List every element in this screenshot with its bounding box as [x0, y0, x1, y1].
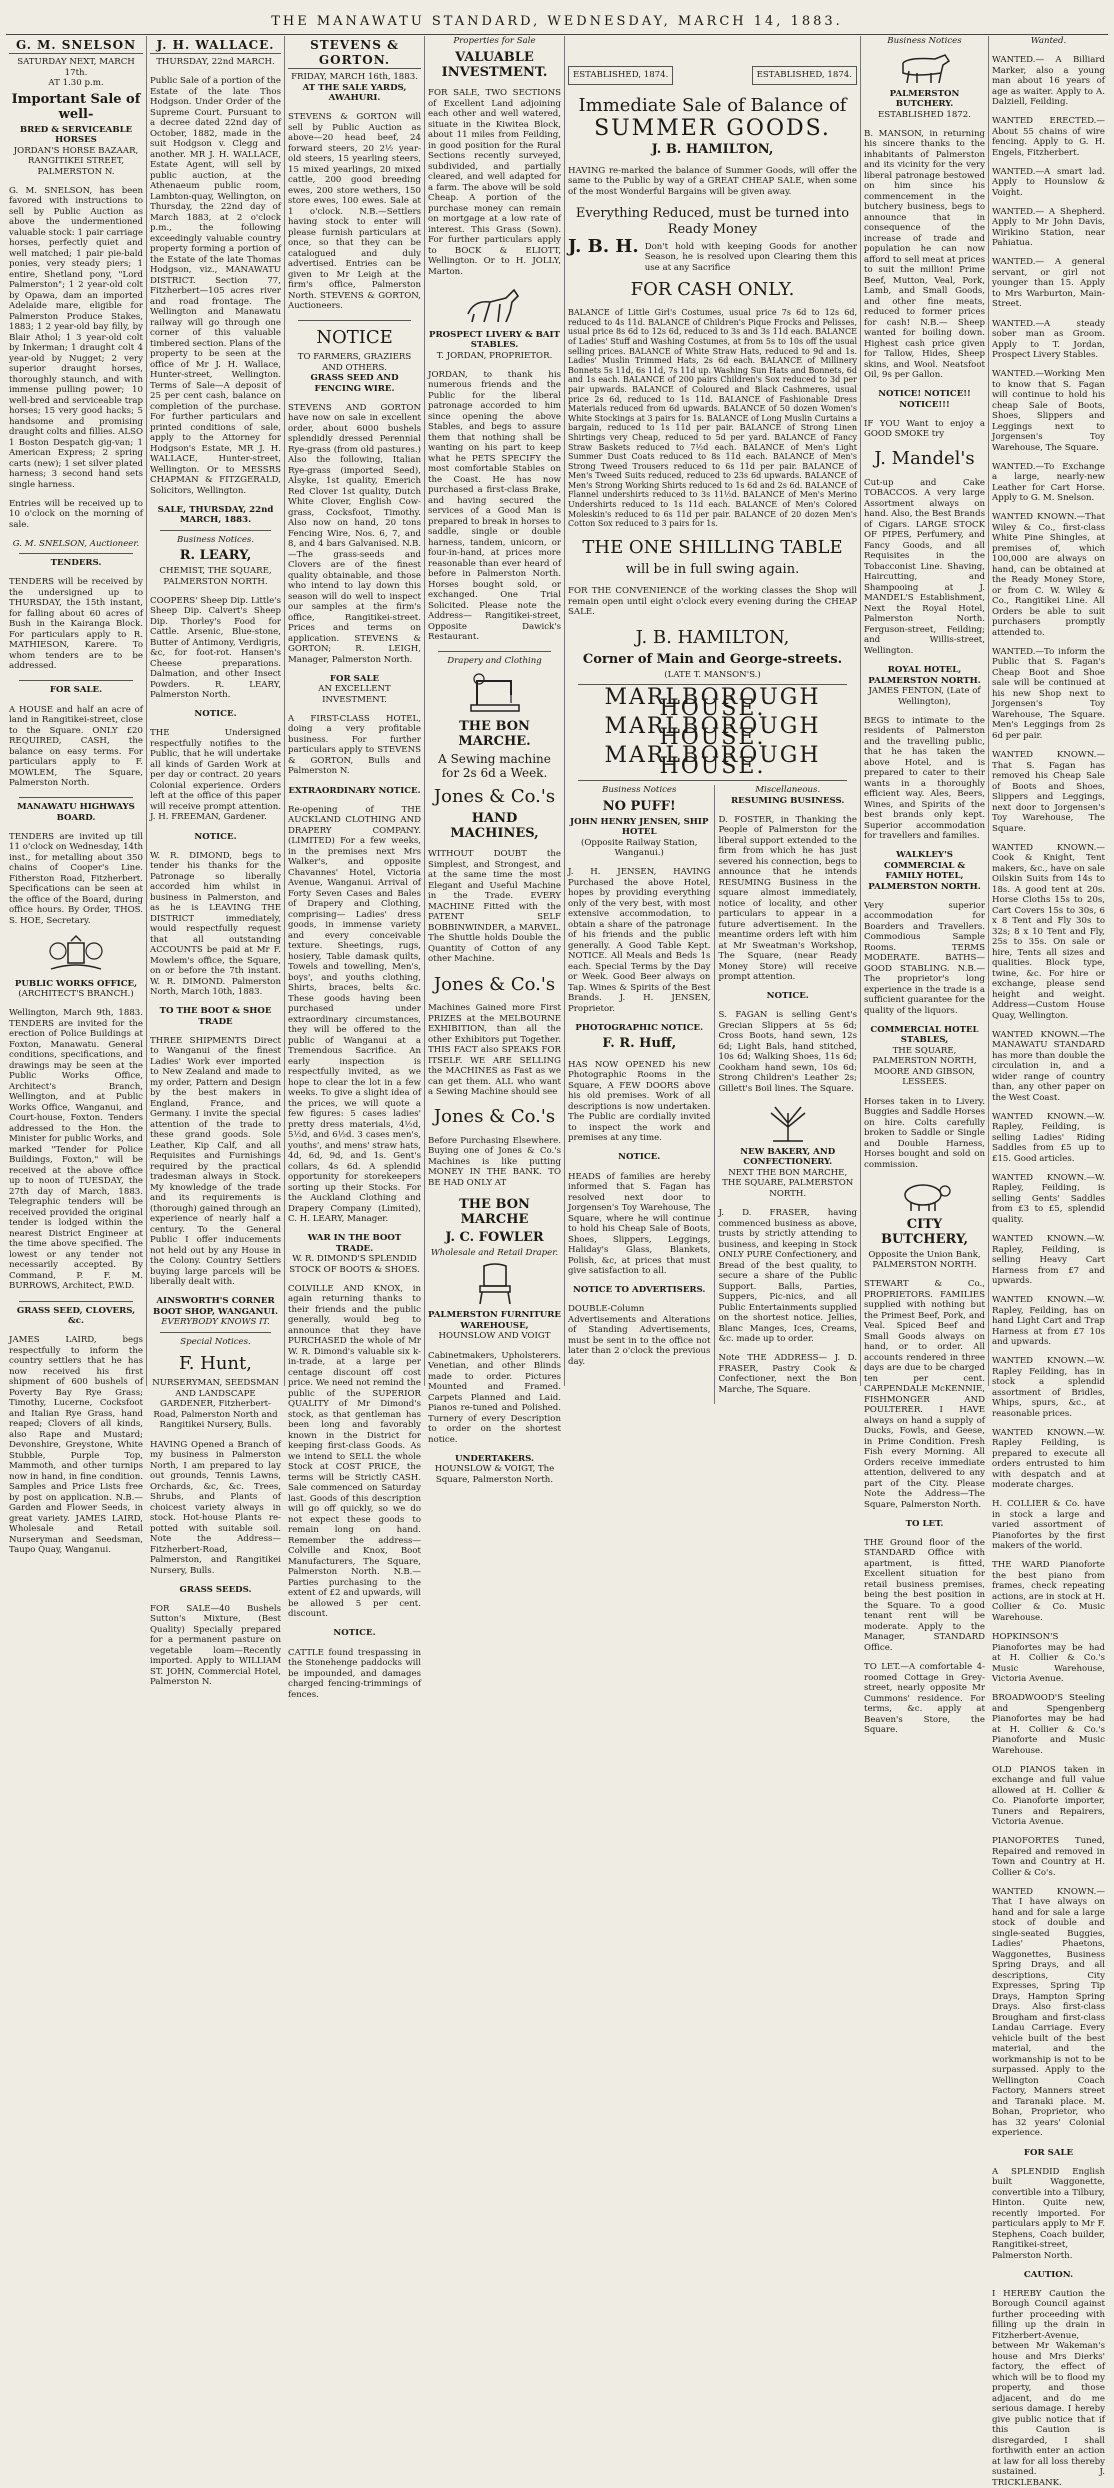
fraser-body: J. D. FRASER, having commenced business as above, trusts by strictly attending to business, and keeping in Stock ONLY PURE Confectionery, and Bread of the best quality, to secure a share of the Public Support. Balls, Parties, Suppers, Pic-nics, and all Public Entertainments supplied on the shortest notice. Jellies, Blanc Manges, Ices, Creams, &c. made up to order. [718, 1208, 857, 1344]
jones-2: Jones & Co.'s [433, 973, 556, 995]
fraser-address: Note THE ADDRESS— J. D. FRASER, Pastry Cook & Confectioner, next the Bon Marche, The Square. [718, 1353, 857, 1395]
wallace-saledate: SALE, THURSDAY, 22nd MARCH, 1883. [157, 504, 274, 526]
city-body: STEWART & Co., PROPRIETORS. FAMILIES supplied with nothing but the Primest Beef, Pork, and Veal. Spiced Beef and Small Goods always on hand, or to order. All accounts rendered in three days are due to be charged ten per cent. CARPENDALE McKENNIE, FISHMONGER AND POULTERER. I HAVE always on hand a supply of Ducks, Fowls, and Geese, in Prime Condition. Fresh Fish every Morning. All Orders receive immediate attention, delivered to any part of the City. Please Note the Address—The Square, Palmerston North. [864, 1279, 985, 1510]
resuming-head: RESUMING BUSINESS. [731, 795, 845, 806]
butchery-head: PALMERSTON BUTCHERY. [889, 88, 960, 109]
grass-sub: GRASS SEED AND FENCING WIRE. [310, 373, 399, 394]
jensen-head: JOHN HENRY JENSEN, SHIP HOTEL [570, 816, 709, 838]
grass-body: JAMES LAIRD, begs respectfully to inform the country settlers that he has now received his first shipment of 600 bushels of Poverty Bay Rye Grass; Timothy, Lucerne, Cocksfoot and Italian Rye Grass, hand reaped; Clovers of all kinds, also Rape and Mustard; Devonshire, Greystone, White Stubble, Purple Top, Mammoth, and other turnips now in hand, in fine condition. Samples and Price Lists free by post on application. N.B.—Garden and Flower Seeds, in great variety. JAMES LAIRD, Wholesale and Retail Nurseryman and Seedsman, Taupo Quay, Wanganui. [9, 1335, 143, 1556]
jones-3: Jones & Co.'s [433, 1106, 556, 1128]
chair-icon [470, 1262, 520, 1306]
cash-only: FOR CASH ONLY. [630, 279, 795, 301]
jones-1: Jones & Co.'s [433, 785, 556, 807]
wheatsheaf-icon [753, 1103, 823, 1143]
immediate-sale: Immediate Sale of Balance of [578, 94, 847, 116]
wanted-25: PIANOFORTES Tuned, Repaired and removed in Town and Country at H. Collier & Co's. [992, 1836, 1105, 1878]
fowler-name: J. C. FOWLER [445, 1229, 544, 1245]
wanted-22: HOPKINSON'S Pianofortes may be had at H. Collier & Co.'s Music Warehouse, Victoria Avenue. [992, 1632, 1105, 1685]
column-7 [988, 36, 1108, 2488]
stables-sub: THE SQUARE, PALMERSTON NORTH, [872, 1045, 977, 1067]
marlborough-1: MARLBOROUGH HOUSE. [604, 685, 821, 721]
fenton-body: BEGS to intimate to the residents of Palmerston and the travelling public, that he has taken the above Hotel, and is prepared to cater to their wants in a thoroughly efficient way. Ales, Beers, Wines, and Spirits of the best brands only kept. Superior accommodation for travellers and families. [864, 715, 985, 842]
tenders-head: TENDERS. [50, 558, 102, 569]
wanted-14: WANTED KNOWN.—W. Rapley, Feilding, is selling Ladies' Riding Saddles from £5 up to £15. Good articles. [992, 1111, 1105, 1164]
jones2-body: Machines Gained more First PRIZES at the MELBOURNE EXHIBITION, than all the other Exhibitors put Together. THIS FACT also SPEAKS FOR ITSELF. WE ARE SELLING the MACHINES as Fast as we can get them. ALL who want a Sewing Machine should see [428, 1003, 561, 1098]
without-body: WITHOUT DOUBT the Simplest, and Strongest, and at the same time the most Elegant and Useful Machine in the Trade. EVERY MACHINE Fitted with the PATENT SELF BOBBINWINDER, a MARVEL. The Shuttle holds Double the Quantity of Cotton of any other Machine. [428, 849, 561, 965]
notice2-body: W. R. DIMOND, begs to tender his thanks for the Patronage so liberally accorded him whilst in business in Palmerston, and as he is LEAVING THE DISTRICT immediately, would respectfully request that all outstanding ACCOUNTS be paid at Mr F. Mowlem's office, the Square, on or before the 7th instant. W. R. DIMOND. Palmerston North, March 10th, 1883. [150, 850, 281, 998]
wanted-12: WANTED KNOWN.—Cook & Knight, Tent makers, &c., have on sale Oilskin Suits from 14s to 18s. A good tent at 20s. Horse Cloths 15s to 20s, Cart Covers 15s to 30s, 6 x 8 Tent and Fly 30s to 32s; 8 x 10 Tent and Fly, 25s to 35s. On sale or hire, Tents all sizes and qualities. Block type, twine, &c. For hire or exchange, please send height and weight. Address—Custom House Quay, Wellington. [992, 842, 1105, 1021]
column-2 [146, 36, 284, 1688]
undertakers: UNDERTAKERS. [455, 1453, 534, 1464]
convenience: FOR THE CONVENIENCE of the working classes the Shop will remain open until eight o'clock every evening during the CHEAP SALE. [568, 586, 857, 618]
livery-owner: T. JORDAN, PROPRIETOR. [436, 350, 553, 361]
marlborough-3: MARLBOROUGH HOUSE. [604, 743, 821, 779]
jbh-row [568, 235, 857, 274]
notice3-head: NOTICE. [333, 1628, 376, 1639]
stables-head: COMMERCIAL HOTEL STABLES, [870, 1024, 979, 1046]
war-sub: W. R. DIMOND'S SPLENDID STOCK OF BOOTS & SHOES. [289, 1254, 420, 1275]
wanted-6: WANTED.—A steady sober man as Groom. Apply to T. Jordan, Prospect Livery Stables. [992, 318, 1105, 361]
est-right: ESTABLISHED, 1874. [752, 66, 857, 85]
bn-head-5: Business Notices [602, 785, 677, 796]
snelson-head: G. M. SNELSON [9, 38, 143, 54]
horse-icon [460, 286, 530, 326]
divider [19, 680, 133, 681]
established-row [568, 62, 857, 89]
column-5 [564, 36, 860, 1395]
stevens-place: AT THE SALE YARDS, AWAHURI. [302, 82, 407, 103]
wanted-20: H. COLLIER & Co. have in stock a large and varied assortment of Pianofortes by the first makers of the world. [992, 1499, 1105, 1552]
tolet-body: THE Ground floor of the STANDARD Office with apartment, is fitted, Excellent situation for retail business premises, being the best position in the Square. To a good tenant rent will be moderate. Apply to the Manager, STANDARD Office. [864, 1537, 985, 1653]
investment-body: FOR SALE, TWO SECTIONS of Excellent Land adjoining each other and well watered, situate in the Kiwitea Block, about 11 miles from Feilding, in good position for the Rural Sections recently surveyed, subdivided, and partially cleared, and well adapted for a farm. The above will be sold Cheap. A portion of the purchase money can remain on mortgage at a low rate of interest. This Grass (Sown). For further particulars apply to BOCK & ELIOTT, Wellington. Or to H. JOLLY, Marton. [428, 88, 561, 277]
cow-icon [895, 51, 955, 85]
wanted-11: WANTED KNOWN.— That S. Fagan has removed his Cheap Sale of Boots and Shoes, Slippers and Leggings, next door to Jorgensen's Toy Warehouse, The Square. [992, 750, 1105, 834]
leary-sub: CHEMIST, THE SQUARE, PALMERSTON NORTH. [159, 566, 272, 587]
snelson-entries: Entries will be received up to 10 o'clock on the morning of sale. [9, 498, 143, 530]
hamilton-2: J. B. HAMILTON, [635, 626, 790, 648]
corner-main: Corner of Main and George-streets. [582, 651, 843, 667]
wanted-3: WANTED.—A smart lad. Apply to Hounslow & Voight. [992, 166, 1105, 198]
wallace-date: THURSDAY, 22nd MARCH. [156, 57, 275, 67]
notice-triple: NOTICE! NOTICE!! NOTICE!!! [878, 389, 971, 410]
wanted-head: Wanted. [1030, 36, 1067, 46]
wanted-4: WANTED.— A Shepherd. Apply to Mr John Davis, Wirikino Station, near Pahiatua. [992, 206, 1105, 249]
wanted-15: WANTED KNOWN.—W. Rapley, Feilding, is selling Gents' Saddles from £3 to £5, splendid quality. [992, 1172, 1105, 1225]
snelson-place: JORDAN'S HORSE BAZAAR, RANGITIKEI STREET, PALMERSTON N. [13, 145, 139, 177]
snelson-auctioneer: G. M. SNELSON, Auctioneer. [12, 538, 140, 549]
late-manson: (LATE T. MANSON'S.) [664, 669, 761, 680]
est-left: ESTABLISHED, 1874. [568, 66, 673, 85]
pw-body: Wellington, March 9th, 1883. TENDERS are invited for the erection of Police Buildings at Foxton, Manawatu. General conditions, specifications, and drawings may be seen at the Public Works Office, Architect's Branch, Wellington, and at Public Works Office, Wanganui, and Court-house, Foxton. Tenders addressed to the Hon. the Minister for public Works, and marked "Tender for Police Buildings, Foxton," will be received at the above office up to noon of TUESDAY, the 27th day of March, 1883. Telegraphic tenders will be received provided the original tender is lodged within the nearest District Engineer at the time above specified. The lowest or any tender not necessarily accepted. By Command, P. F. M. BURROWS, Architect, P.W.D. [9, 1008, 143, 1292]
furniture-sub: HOUNSLOW AND VOIGT [438, 1331, 551, 1342]
extra-head: EXTRAORDINARY NOTICE. [288, 785, 421, 796]
tenders-body: TENDERS will be received by the undersigned up to THURSDAY, the 15th instant, for falling about 60 acres of Bush in the Kairanga Block. For particulars apply to R. MATHIESON, Karere. To whom tenders are to be addressed. [9, 577, 143, 672]
coat-of-arms-icon [41, 935, 111, 975]
grass-head: GRASS SEED, CLOVERS, &c. [16, 1305, 136, 1327]
investment-head: VALUABLE INVESTMENT. [441, 49, 548, 80]
jensen-sub: (Opposite Railway Station, Wanganui.) [580, 837, 698, 859]
divider [19, 1301, 133, 1302]
wanted-17: WANTED KNOWN.—W. Rapley, Feilding, has on hand Light Cart and Trap Harness at from £7 10s and upwards. [992, 1295, 1105, 1348]
leary-body: COOPERS' Sheep Dip. Little's Sheep Dip. Calvert's Sheep Dip. Thorley's Food for Cattle. Arsenic, Blue-stone, Butter of Antimony, Verdigris, &c, for foot-rot. Hansen's Cheese preparations. Dalmation, and other Insect Powders. R. LEARY, Palmerston North. [150, 595, 281, 701]
fenton-name: JAMES FENTON, (Late of Wellington), [868, 686, 981, 707]
full-swing: will be in full swing again. [625, 561, 800, 577]
notice2-head: NOTICE. [194, 831, 237, 842]
bakery-head: NEW BAKERY, AND CONFECTIONERY. [740, 1146, 836, 1168]
sewing-line: A Sewing machine for 2s 6d a Week. [438, 751, 551, 780]
jones3-body: Before Purchasing Elsewhere. Buying one of Jones & Co.'s Machines is like putting MONEY IN THE BANK. TO BE HAD ONLY AT [428, 1135, 561, 1188]
jbh-dont: Don't hold with keeping Goods for another Season, he is resolved upon Clearing them this use at any Sacrifice [644, 241, 857, 273]
stevens-date: FRIDAY, MARCH 16th, 1883. [291, 72, 418, 82]
bn-head-6: Business Notices [887, 36, 962, 46]
wanted-10: WANTED.—To inform the Public that S. Fagan's Cheap Boot and Shoe sale will be continued at his new Shop next to Jorgensen's Toy Warehouse, The Square. Men's Leggings from 2s 6d per pair. [992, 646, 1105, 741]
wanted-26: WANTED KNOWN.— That I have always on hand and for sale a large stock of double and single-seated Buggies, Ladies' Phaetons, Waggonettes, Business Spring Drays, and all descriptions, City Expresses, Spring Tip Drays, Hampton Spring Drays. Also first-class Brougham and first-class Landau Carriage. Every vehicle built of the best material, and the workmanship is not to be surpassed. Apply to the Wellington Coach Factory, Manners street and Taranaki place. M. Bohan, Proprietor, who has 32 years' Colonial experience. [992, 1886, 1105, 2139]
furniture-head: PALMERSTON FURNITURE WAREHOUSE, [428, 1310, 561, 1331]
photo-head: PHOTOGRAPHIC NOTICE. [575, 1022, 704, 1033]
hamilton-having: HAVING re-marked the balance of Summer Goods, will offer the same to the Public by way of a GREAT CHEAP SALE, when some of the most Wonderful Bargains will be given away. [568, 165, 857, 197]
masthead-rule [6, 34, 1108, 35]
divider [298, 320, 411, 321]
wanted-5: WANTED.— A general servant, or girl not younger than 15. Apply to Mrs Warburton, Main-Street. [992, 257, 1105, 310]
no-puff: NO PUFF! [602, 798, 676, 814]
stables-owner: MOORE AND GIBSON, LESSEES. [874, 1066, 975, 1088]
bon-marche-head: THE BON MARCHE. [458, 718, 531, 749]
everything-reduced: Everything Reduced, must be turned into Ready Money [575, 205, 850, 237]
snelson-headline: Important Sale of well- [11, 91, 141, 122]
snelson-time: AT 1.30 p.m. [48, 78, 104, 88]
bakery-next: NEXT THE BON MARCHE, THE SQUARE, PALMERSTON NORTH. [722, 1167, 854, 1199]
boot-head: TO THE BOOT & SHOE TRADE [159, 1006, 272, 1027]
column-4 [424, 36, 564, 1485]
wanted-13: WANTED KNOWN.—The MANAWATU STANDARD has more than double the circulation in, and a wider range of country than, any other paper on the West Coast. [992, 1029, 1105, 1103]
notice-head: NOTICE. [194, 709, 237, 720]
city-butchery: CITY BUTCHERY, [880, 1216, 969, 1247]
properties-head: Properties for Sale [453, 36, 536, 46]
fowler-sub: Wholesale and Retail Draper. [430, 1247, 559, 1258]
divider [19, 553, 133, 554]
wanted-9: WANTED KNOWN.—That Wiley & Co., first-class White Pine Shingles, at premises of, which 100,000 are always on hand, can be obtained at the Ready Money Store, or from C. W. Wiley & Co., Rangitikei Line. All Orders be able to suit purchasers promptly attended to. [992, 512, 1105, 638]
extra-body: Re-opening of THE AUCKLAND CLOTHING AND DRAPERY COMPANY. (LIMITED) For a few weeks, in the premises next Mrs Walker's, and opposite Chavannes' Hotel, Victoria Avenue, Wanganui. Arrival of Forty Seven Cases and Bales of Drapery and Clothing, comprising— Ladies' dress goods, in immense variety and every conceivable texture. Sheetings, rugs, hosiery, Table damask quilts, Towels and towelling, Men's, boys', and youths clothing, Shirts, braces, belts &c. These goods having been purchased under extraordinary circumstances, they will be offered to the public of Wanganui at a Tremendous Sacrifice. An early inspection is respectfully invited, as we hope to clear the lot in a few weeks. To give a slight idea of the prices, we will quote a few figures: 5 cases ladies' pretty dress materials, 4½d, 5½d, and 6½d. 3 cases men's, youths', and mens' straw hats, 4d, 6d, 9d, and 1s. Gent's collars, 4s 6d. A splendid opportunity for storekeepers sorting up their Stocks. For the Auckland Clothing and Drapery Company (Limited), C. H. LEARY, Manager. [288, 804, 421, 1225]
wanted-18: WANTED KNOWN.—W. Rapley Feilding, has in stock a splendid assortment of Bridles, Whips, spurs, &c., at reasonable prices. [992, 1356, 1105, 1419]
pw-sub: (ARCHITECT'S BRANCH.) [18, 989, 134, 1000]
grass-seeds-body: FOR SALE—40 Bushels Sutton's Mixture, (Best Quality) Specially prepared for a permanent pasture on vegetable loam—Recently imported. Apply to WILLIAM ST. JOHN, Commercial Hotel, Palmerston N. [150, 1603, 281, 1688]
lower-split [568, 785, 857, 1404]
tolet-head: TO LET. [905, 1518, 944, 1529]
livery-head: PROSPECT LIVERY & BAIT STABLES. [429, 329, 560, 351]
advertisers-body: DOUBLE-Column Advertisements and Alterations of Standing Advertisements, must be sent in to the office not later than 2 o'clock the previous day. [568, 1304, 711, 1367]
butchery-est: ESTABLISHED 1872. [878, 109, 971, 120]
grass-seeds-head: GRASS SEEDS. [179, 1584, 252, 1595]
boot-body: THREE SHIPMENTS Direct to Wanganui of the finest Ladies' Work ever imported to New Zealand and made to my order, Pattern and Design by the best makers in England, France, and Germany. I invite the special attention of the trade to these grand goods. Sole Leather, Kip Calf, and all Requisites and Furnishings required by the practical tradesman always in Stock. My knowledge of the trade and its requirements is (thorough) gained through an experience of nearly half a century. To the General Public I offer inducements not held out by any House in the Colony. Country Settlers buying large parcels will be liberally dealt with. [150, 1035, 281, 1288]
pw-head: PUBLIC WORKS OFFICE, [14, 978, 138, 989]
forsale-body: A FIRST-CLASS HOTEL, doing a very profitable business. For further particulars apply to STEVENS & GORTON, Bulls and Palmerston N. [288, 713, 421, 777]
stevens-head: STEVENS & GORTON. [288, 38, 421, 69]
shilling-table: THE ONE SHILLING TABLE [582, 536, 843, 558]
hunt-sub: NURSERYMAN, SEEDSMAN AND LANDSCAPE GARDENER, Fitzherbert-Road, Palmerston North and Rangitikei Nursery, Bulls. [152, 1378, 279, 1431]
divider [578, 780, 847, 781]
hand-machines: HAND MACHINES, [450, 810, 539, 841]
divider [160, 1332, 271, 1333]
manson-body: B. MANSON, in returning his sincere thanks to the inhabitants of Palmerston and its vicinity for the very liberal patronage bestowed on him since his commencement in the butchery business, begs to announce that in consequence of the increase of trade and population he can now afford to sell meat at prices to suit the million! Prime Beef, Mutton, Veal, Pork, Lamb, and Small Goods, and other fine meats, reduced to former prices for cash! N.B.— Sheep wanted for boiling down. Highest cash price given for Tallow, Hides, Sheep skins, and Wool. Neatsfoot Oil, 9s per Gallon. [864, 128, 985, 381]
royal-head: ROYAL HOTEL, PALMERSTON NORTH. [868, 665, 981, 686]
huff-body: HAS NOW OPENED his new Photographic Rooms in the Square, A FEW DOORS above his old premises. Work of all descriptions is now undertaken. The Public are cordially invited to inspect the work and premises at any time. [568, 1059, 711, 1144]
lower-left [568, 785, 710, 1404]
marlborough-2: MARLBOROUGH HOUSE. [604, 714, 821, 750]
divider [19, 797, 133, 798]
misc-head: Miscellaneous. [755, 785, 821, 796]
livery-body: JORDAN, to thank his numerous friends and the Public for the liberal patronage accorded to him since opening the above Stables, and begs to assure them that nothing shall be wanting on his part to keep what he PETS SPECIFY the most comfortable Stables on the Coast. He has now purchased a first-class Brake, and having secured the services of a Good Man is prepared to break in horses to saddle, single or double harness, tandem, unicorn, or four-in-hand, at prices more reasonable than ever heard of before in Palmerston North. Horses bought sold, or exchanged. One Trial Solicited. Please note the Address— Rangitikei-street, Opposite Dawick's Restaurant. [428, 369, 561, 643]
column-6 [860, 36, 988, 1735]
huff-name: F. R. Huff, [602, 1036, 677, 1052]
tolet2-body: TO LET.—A comfortable 4-roomed Cottage in Grey-street, nearly opposite Mr Cummons' residence. For terms, &c. apply at Beaven's Store, the Square. [864, 1662, 985, 1735]
wanted-1: WANTED.— A Billiard Marker, also a young man about 16 years of age as waiter. Apply to A. Dalziell, Feilding. [992, 55, 1105, 108]
foster-body: D. FOSTER, in Thanking the People of Palmerston for the liberal support extended to the firm from which he has just severed his connection, begs to announce that he intends RESUMING Business in the square almost immediately, notice of locality, and other particulars to appear in a future advertisement. In the meantime orders left with him at Mr Sweatman's Workshop, The Square, (near Ready Money Store) will receive prompt attention. [718, 814, 857, 983]
ainsworth-name: AINSWORTH'S CORNER BOOT SHOP, WANGANUI. [153, 1296, 278, 1317]
notice2-head-5: NOTICE. [766, 991, 809, 1002]
hamilton-name: J. B. HAMILTON, [651, 142, 774, 157]
forsale-head: FOR SALE [329, 673, 380, 684]
walkleys-head: WALKLEY'S COMMERCIAL & FAMILY HOTEL, PALMERSTON NORTH. [868, 850, 981, 892]
highways-body: TENDERS are invited up till 11 o'clock on Wednesday, 14th inst., for metalling about 350 chains of Cooper's Line. Fitherston Road, Fitzherbert. Specifications can be seen at the office of the Board, during office hours. By Order, THOS. S. HOE, Secretary. [9, 831, 143, 926]
bon-marche-2: THE BON MARCHE [459, 1196, 530, 1227]
sheep-icon [895, 1179, 955, 1213]
wanted-19: WANTED KNOWN.—W. Rapley Feilding, is prepared to execute all orders entrusted to him with despatch and at moderate charges. [992, 1427, 1105, 1491]
wanted-2: WANTED ERECTED.—About 55 chains of wire fencing. Apply to G. H. Engels, Fitzherbert. [992, 116, 1105, 158]
grass-body: STEVENS AND GORTON have now on sale in excellent order, about 6000 bushels splendidly dressed Perennial Rye-grass (from old pastures.) Also the following, Italian Rye-grass (imported Seed), Alsyke, 1st quality, Emerich Red Clover 1st quality, Dutch White Clover, English Cow-grass, Cocksfoot, Timothy. Also now on hand, 20 tons Fencing Wire, Nos. 6, 7, and 8, and 4 bars Galvanised. N.B.—The grass-seeds and Clovers are of the finest quality obtainable, and those who intend to lay down this season will do well to inspect our samples at the firm's office, Rangitikei-street. Prices and terms on application. STEVENS & GORTON; R. LEIGH, Manager, Palmerston North. [288, 402, 421, 665]
col7-forsale-body: A SPLENDID English built Waggonette, convertible into a Tilbury, Hinton. Quite new, recently imported. For particulars apply to Mr F. Stephens, Coach builder, Rangitikei-street, Palmerston North. [992, 2166, 1105, 2261]
caution-head: CAUTION. [1023, 2269, 1074, 2280]
drapery-head: Drapery and Clothing [447, 656, 542, 667]
war-body: COLVILLE AND KNOX, in again returning thanks to their friends and the public generally, would beg to announce that they have PURCHASED the whole of Mr W. R. Dimond's valuable six k-in-trade, at a large per centage discount off cost price. We need not remind the public of the SUPERIOR QUALITY of Mr Dimond's stock, as that gentleman has been long and favorably known in the District for keeping first-class Goods. As we intend to SELL the whole Stock at COST PRICE, the terms will be Strictly CASH. Sale commenced on Saturday last. Goods of this description will go off quickly, so we do not expect these goods to remain long on hand. Remember the address—Colville and Knox, Boot Manufacturers, The Square, Palmerston North. N.B.—Parties purchasing to the extent of £2 and upwards, will be allowed 5 per cent. discount. [288, 1283, 421, 1620]
furniture-body: Cabinetmakers, Upholsterers. Venetian, and other Blinds made to order. Pictures Mounted and Framed. Carpets Planned and Laid. Pianos re-tuned and Polished. Turnery of every Description to order on the shortest notice. [428, 1350, 561, 1445]
notice-title: NOTICE [316, 327, 393, 349]
lower-right [714, 785, 857, 1404]
mandel-body: Cut-up and Cake TOBACCOS. A very large Assortment always on hand. Also, the Best Brands of Cigars. LARGE STOCK OF PIPES, Perfumery, and Fancy Goods, and all Requisites in the Tobacconist Line. Shaving, Haircutting, and Shampooing at J. MANDEL'S Establishment, Next the Royal Hotel, Palmerston North. Ferguson-street, Feilding; and Willis-street, Wellington. [864, 477, 985, 656]
forsale-sub: AN EXCELLENT INVESTMENT. [318, 684, 391, 705]
snelson-date: SATURDAY NEXT, MARCH 17th. [17, 57, 135, 78]
sewing-machine-icon [465, 671, 525, 715]
notice-body: THE Undersigned respectfully notifies to the Public, that he will undertake all kinds of Garden Work at per day or contract. 20 years Colonial experience. Orders left at the office of this paper will receive prompt attention. J. H. FREEMAN, Gardener. [150, 728, 281, 823]
wanted-21: THE WARD Pianoforte the best piano from frames, check repeating actions, are in stock at H. Collier & Co. Music Warehouse. [992, 1560, 1105, 1623]
jbh-initials: J. B. H. [568, 235, 639, 257]
snelson-body: G. M. SNELSON, has been favored with instructions to sell by Public Auction as above the undermentioned valuable stock: 1 pair carriage horses, perfectly quiet and well matched; 1 pair pie-bald ponies, very steady piers; 1 entire, Shetland pony, "Lord Palmerston"; 1 2 year-old colt by Opawa, dam an imported Adelaide mare, eligible for Palmerston Produce Stakes, 1883; 1 2 year-old bay filly, by Blair Athol; 1 3 year-old colt by Inkerman; 1 draught colt 4 year-old by Nugget; 2 very superior draught horses, thoroughly staunch, and with immense pulling power; 10 well-bred and serviceable trap horses; 15 very good hacks; 5 handsome and promising draught colts and fillies. ALSO 1 Boston Despatch gig-van; 1 American Express; 2 spring carts (new); 1 set silver plated harness; 3 second hand sets single harness. [9, 185, 143, 490]
snelson-subhead: BRED & SERVICEABLE HORSES [19, 124, 133, 145]
mandel-name: J. Mandel's [874, 448, 975, 470]
divider [438, 651, 551, 652]
wanted-24: OLD PIANOS taken in exchange and full value allowed at H. Collier & Co. Pianoforte importer, Tuners and Repairers, Victoria Avenue. [992, 1764, 1105, 1828]
jensen-body: J. H. JENSEN, HAVING Purchased the above Hotel, hopes by providing everything only of the very best, with most extensive accommodation, to obtain a share of the patronage of his friends and the public generally. A Good Table Kept. NOTICE. All Meals and Beds 1s each. Special Terms by the Day or Week. Good Beer always on Tap. Wines & Spirits of the Best Brands. J. H. JENSEN, Proprietor. [568, 867, 711, 1014]
wanted-8: WANTED.—To Exchange a large, nearly-new Leather for Cart Horse. Apply to G. M. Snelson. [992, 461, 1105, 504]
city-sub: Opposite the Union Bank, PALMERSTON NORTH. [868, 1249, 981, 1271]
hunt-name: F. Hunt, [179, 1353, 252, 1375]
balances-list: BALANCE of Little Girl's Costumes, usual price 7s 6d to 12s 6d, reduced to 4s 11d. BALANCE of Children's Pique Frocks and Pelisses, usual price 8s 6d to 12s 6d, reduced to 3s and 3s 11d each. BALANCE of Ladies' Stuff and Washing Costumes, at from 5s to 10s off the usual selling prices. BALANCE of White Straw Hats, reduced to 9d and 1s. Ladies' Muslin Trimmed Hats, 2s 6d each. BALANCE of Millinery Bonnets 5s 11d, 6s 11d, 7s 11d up. Washing Sun Hats and Bonnets, 6d and 1s each. BALANCE of 200 pairs Children's Sox reduced to 3d per pair upwards. BALANCE of Coloured and Black Cashmeres, usual price 2s 6d, reduced to 1s 11d. BALANCE of Fashionable Dress Materials reduced from 6d upwards. BALANCE of 50 dozen Women's White Stockings at 3 pairs for 1s. BALANCE of Long Muslin Curtains a bargain, reduced to 1s 11d per pair. BALANCE of Strong Linen Shirtings very Cheap, reduced to 5d per yard. BALANCE of Fancy Straw Baskets reduced to 7½d each. BALANCE of Men's Light Summer Dust Coats reduced to 8s 11d each. BALANCE of Men's Strong Tweed Trousers reduced to 6s 11d per pair. BALANCE of Men's Tweed Suits reduced, reduced to 23s 6d upwards. BALANCE of Men's Strong Working Shirts reduced to 1s 6d and 2s 6d. BALANCE of Flannel undershirts reduced to 3s 11½d. BALANCE of Men's Merino Undershirts reduced to 1s 11d each. BALANCE of Men's Colored Moleskin's reduced to 6s 11d per pair. BALANCE of 20 dozen Men's Cotton Sox reduced to 3 pairs for 1s. [568, 308, 857, 529]
column-3 [284, 36, 424, 1700]
walkleys-body: Very superior accommodation for Boarders and Travellers. Commodious Sample Rooms. TERMS MODERATE. BATHS—GOOD STABLING. N.B.—The proprietor's long experience in the trade is a sufficient guarantee for the quality of the liquors. [864, 900, 985, 1016]
hunt-body: HAVING Opened a Branch of my business in Palmerston North, I am prepared to lay out grounds, Tennis Lawns, Orchards, &c, &c. Trees, Shrubs, and Plants of choicest variety always in stock. Hot-house Plants re-potted with suitable soil. Note the Address—Fitzherbert-Road, Palmerston, and Rangitikei Nursery, Bulls. [150, 1439, 281, 1576]
special-head: Special Notices. [180, 1336, 251, 1347]
notice-body-5: HEADS of families are hereby informed that S. Fagan has resolved next door to Jorgensen's Toy Warehouse, The Square, where he will continue to hold his Cheap Sale of Boots, Shoes, Slippers, Leggings, Haliday's Glass, Blankets, Polish, &c, at prices that must give satisfaction to all. [568, 1171, 711, 1276]
wallace-body: Public Sale of a portion of the Estate of the late Thos Hodgson. Under Order of the Supreme Court. Pursuant to a decree dated 22nd day of October, 1882, made in the suit Hodgson v. Clegg and another. MR J. H. WALLACE, Estate Agent, will sell by public auction, at the Athenaeum public room, Lambton-quay, Wellington, on Thursday, the 22nd day of March 1883, at 2 o'clock p.m., the following exceedingly valuable country property forming a portion of the Estate of the late Thomas Hodgson, viz., MANAWATU DISTRICT. Section 77, Fitzherbert—105 acres river and road frontage. The Wellington and Manawatu railway will go through one corner of this valuable timbered section. Plans of the property to be seen at the office of Mr J. H. Wallace, Hunter-street, Wellington. Terms of Sale—A deposit of 25 per cent cash, balance on completion of the purchase. For further particulars and printed conditions of sale, apply to the Attorney for Hodgson's Estate, MR J. H. WALLACE, Hunter-street, Wellington. Or to MESSRS CHAPMAN & FITZGERALD, Solicitors, Wellington. [150, 76, 281, 496]
forsale-body: A HOUSE and half an acre of land in Rangitikei-street, close to the Square. ONLY £20 REQUIRED, CASH, the balance on easy terms. For particulars apply to F. MOWLEM, The Square, Palmerston North. [9, 704, 143, 789]
hounslow-addr: HOUNSLOW & VOIGT, The Square, Palmerston North. [434, 1464, 555, 1485]
forsale-head: FOR SALE. [49, 685, 103, 696]
summer-goods: SUMMER GOODS. [594, 115, 831, 141]
smoke-line: IF YOU Want to enjoy a GOOD SMOKE try [864, 418, 985, 440]
notice-head-5: NOTICE. [618, 1152, 661, 1163]
wallace-head: J. H. WALLACE. [150, 38, 281, 54]
divider [160, 530, 271, 531]
war-head: WAR IN THE BOOT TRADE. [307, 1233, 402, 1254]
notice3-body: CATTLE found trespassing in the Stonehenge paddocks will be impounded, and damages charged fencing-trimmings of fences. [288, 1647, 421, 1700]
wanted-16: WANTED KNOWN.—W. Rapley, Feilding, is selling Heavy Cart Harness from £7 and upwards. [992, 1234, 1105, 1286]
wanted-7: WANTED.—Working Men to know that S. Fagan will continue to hold his cheap Sale of Boots, Shoes, Slippers and Leggings next to Jorgensen's Toy Warehouse, The Square. [992, 369, 1105, 453]
wanted-23: BROADWOOD'S Steeling and Spengenberg Pianofortes may be had at H. Collier & Co.'s Pianoforte and Music Warehouse. [992, 1693, 1105, 1756]
notice-sub: TO FARMERS, GRAZIERS AND OTHERS. [297, 352, 412, 373]
ainsworth-sub: EVERYBODY KNOWS IT. [161, 1317, 270, 1328]
advertisers-head: NOTICE TO ADVERTISERS. [573, 1285, 706, 1296]
col7-forsale-head: FOR SALE [1023, 2147, 1074, 2158]
column-1 [6, 36, 146, 1556]
stevens-body: STEVENS & GORTON will sell by Public Auction as above—20 head beef, 24 forward steers, 20 2½ year-old steers, 15 yearling steers, 15 mixed yearlings, 20 mixed cattle, 200 good breeding ewes, 200 store wethers, 150 store ewes, 100 ewes. Sale at 1 o'clock. N.B.—Settlers having stock to enter will please furnish particulars at once, so that they can be catalogued and duly advertised. Entries can be given to Mr Leigh at the firm's office, Palmerston North. STEVENS & GORTON, Auctioneers. [288, 112, 421, 312]
highways-head: MANAWATU HIGHWAYS BOARD. [17, 802, 135, 823]
caution-body: I HEREBY Caution the Borough Council against further proceeding with filling up the drain in Fitzherbert-Avenue, between Mr Wakeman's house and Mrs Dierks' factory, the effect of which will be to flood my property, and those adjacent, and do me serious damage. I hereby give public notice that if this Caution is disregarded, I shall forthwith enter an action at law for all loss thereby sustained. J. TRICKLEBANK. [992, 2288, 1105, 2488]
leary-name: R. LEARY, [179, 548, 252, 564]
stables-body: Horses taken in to Livery. Buggies and Saddle Horses on hire. Colts carefully broken to Saddle or Single and Double Harness, Horses bought and sold on commission. [864, 1096, 985, 1170]
business-notices-head: Business Notices. [176, 534, 255, 545]
fagan-body: S. FAGAN is selling Gent's Grecian Slippers at 5s 6d; Cross Boots, hand sewn, 12s 6d; Light Bals, hand stitched, 10s 6d; Walking Shoes, 11s 6d; Cookham hand sewn, 10s 6d; Strong Children's Leather 2s; Gillett's Boil lines. The Square. [718, 1010, 857, 1094]
masthead: THE MANAWATU STANDARD, WEDNESDAY, MARCH 14, 1883. [271, 14, 843, 29]
